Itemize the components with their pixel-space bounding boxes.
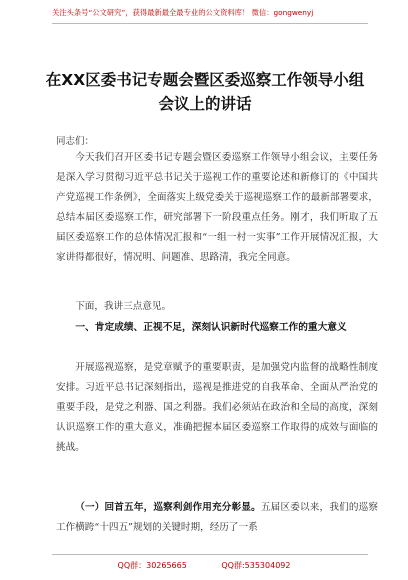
- document-title: 在XX区委书记专题会暨区委巡察工作领导小组会议上的讲话: [45, 71, 365, 113]
- footer-divider: [52, 554, 368, 555]
- body-paragraph-4-text: 五届区委以来，我们的巡察工作横跨“十四五”规划的关键时期，经历了一系: [56, 502, 379, 533]
- body-paragraph-4: [56, 498, 378, 538]
- body-paragraph-2: 下面，我讲三点意见。: [75, 301, 172, 312]
- body-paragraph-3: 开展巡视巡察，是党章赋予的重要职责，是加强党内监督的战略性制度安排。习近平总书记深刻指出，巡视是推进党的自我革命、全面从严治党的重要手段，是党之利器、国之利器。我们必须站在政治和全局的高度，深刻认识巡察工作的重大意义，准确把握本届区委巡察工作取得的成效与面临的挑战。: [56, 362, 378, 453]
- header-divider: [52, 23, 368, 24]
- header-promo-note: 关注头条号“公文研究”，获得最新最全最专业的公文资料库！ 微信：gongwenyj: [52, 8, 314, 17]
- footer-contact: [0, 560, 408, 571]
- body-paragraph-1: 今天我们召开区委书记专题会暨区委巡察工作领导小组会议，主要任务是深入学习贯彻习近平总书记关于巡视工作的重要论述和新修订的《中国共产党巡视工作条例》，全面落实上级党委关于巡视巡察工作的最新部署要求，总结本届区委巡察工作，研究部署下一阶段重点任务。刚才，我们听取了五届区委巡察工作的总体情况汇报和“一组一村一实事”工作开展情况汇报，大家讲得都很好，情况明、问题准、思路清，我完全同意。: [56, 152, 378, 263]
- salutation: 同志们：: [56, 136, 95, 147]
- footer-qq-group-1: QQ群：30265665: [117, 561, 187, 570]
- sub-heading-1: （一）回首五年，巡察利剑作用充分彰显。: [75, 502, 261, 513]
- section-heading-1: 一、肯定成绩、正视不足，深刻认识新时代巡察工作的重大意义: [75, 322, 347, 333]
- footer-qq-group-2: QQ群:535304092: [221, 561, 291, 570]
